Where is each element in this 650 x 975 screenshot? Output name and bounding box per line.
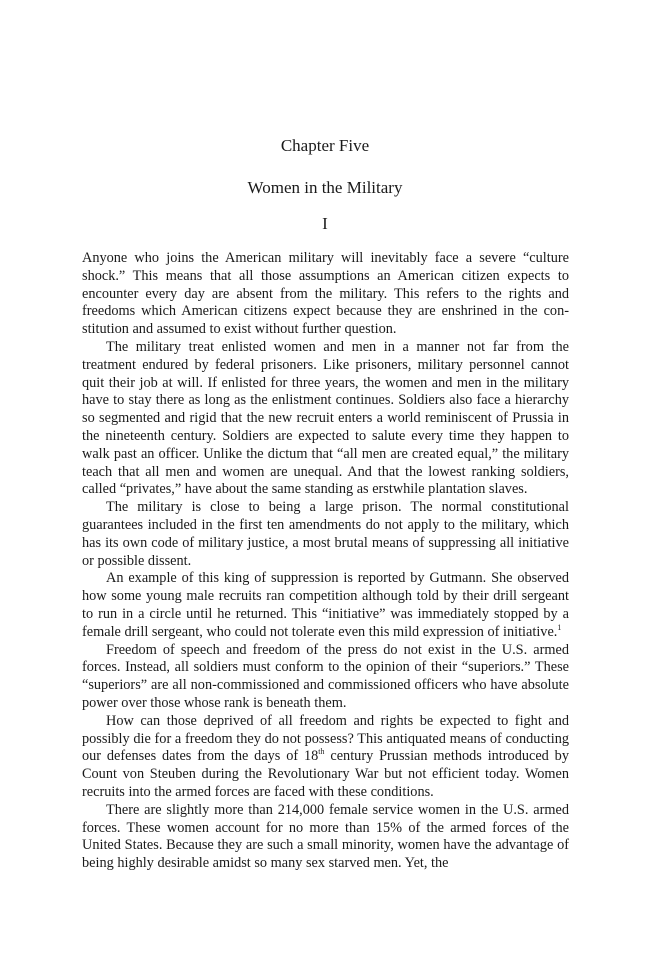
paragraph-6-text-before: How can those deprived of all freedom and rights be expected to fight and possibly die for a freedom they do not possess? This antiquated means of conducting our defenses dates from the days of 18	[82, 712, 569, 765]
paragraph-4-text: An example of this king of suppression is reported by Gutmann. She observed how some young male recruits ran competition although told by their drill sergeant to run in a circle until he returned. This “initiative” was immediately stopped by a female drill sergeant, who could not tolerate even this mild expression of initiative.	[82, 570, 569, 640]
paragraph-6	[82, 713, 569, 802]
paragraph-5: Freedom of speech and freedom of the press do not exist in the U.S. armed forces. Instead, all soldiers must conform to the opinion of their “superiors.” These “superiors” are all non-commissioned and commissioned officers who have absolute power over those whose rank is beneath them.	[82, 641, 569, 711]
ordinal-superscript: th	[318, 747, 325, 757]
footnote-reference: 1	[557, 622, 562, 632]
section-number: I	[322, 214, 328, 233]
paragraph-3: The military is close to being a large prison. The normal constitutional guarantees included in the first ten amendments do not apply to the military, which has its own code of military justice, a most brutal means of suppressing all initiative or possible dissent.	[82, 499, 569, 569]
paragraph-6-text-after: century Prussian methods introduced by Count von Steuben during the Revolutionary War but not efficient today. Women recruits into the armed forces are faced with these conditions.	[82, 748, 569, 800]
paragraph-1: Anyone who joins the American military will inevitably face a severe “culture shock.” This means that all those assumptions an American citizen expects to encounter every day are absent from the military. This refers to the rights and freedoms which American citizens expect because they are enshrined in the constitution and assumed to exist without further question.	[82, 250, 569, 338]
chapter-title: Women in the Military	[247, 178, 403, 197]
paragraph-4	[82, 570, 569, 641]
paragraph-2: The military treat enlisted women and men in a manner not far from the treatment endured by federal prisoners. Like prisoners, military personnel cannot quit their job at will. If enlisted for three years, the women and men in the military have to stay there as long as the enlistment continues. Soldiers also face a hierarchy so segmented and rigid that the new recruit enters a world reminiscent of Prussia in the nineteenth century. Soldiers are expected to salute every time they happen to walk past an officer. Unlike the dictum that “all men are created equal,” the military teach that all men and women are unequal. And that the lowest ranking soldiers, called “privates,” have about the same standing as erstwhile plantation slaves.	[82, 338, 569, 498]
chapter-heading: Chapter Five	[280, 136, 370, 155]
body-text	[82, 250, 569, 873]
paragraph-7: There are slightly more than 214,000 female service women in the U.S. armed forces. These women account for no more than 15% of the armed forces of the United States. Because they are such a small minority, women have the advantage of being highly desirable amidst so many sex starved men. Yet, the	[82, 801, 569, 872]
